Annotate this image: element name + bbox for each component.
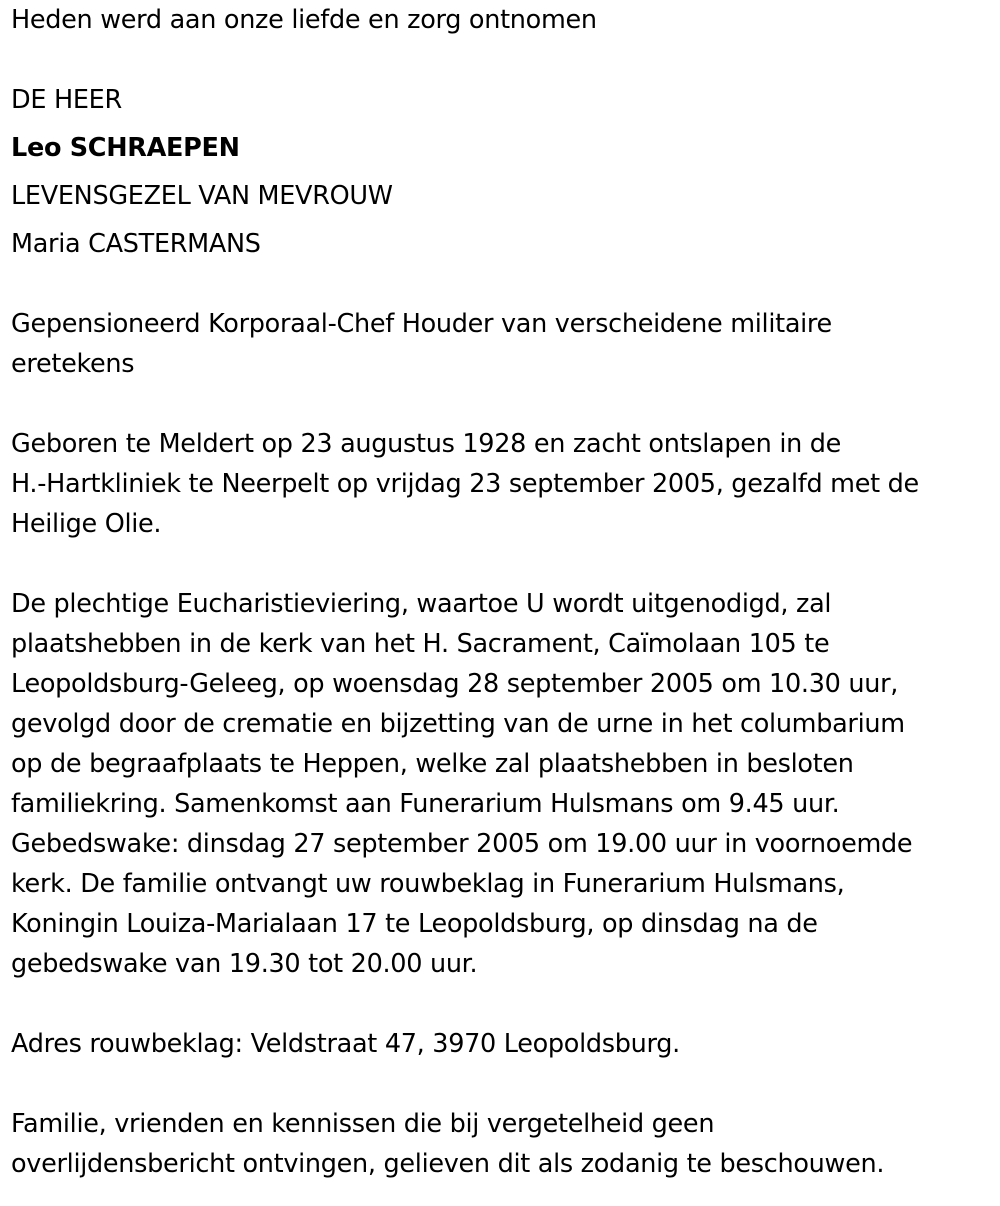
spacer <box>11 984 986 1024</box>
ceremony-line: Koningin Louiza-Marialaan 17 te Leopoldsburg, op dinsdag na de <box>11 909 818 939</box>
honorific-title: DE HEER <box>11 85 122 115</box>
ceremony-paragraph <box>11 584 986 984</box>
ceremony-line: Gebedswake: dinsdag 27 september 2005 om 19.00 uur in voornoemde <box>11 829 913 859</box>
deceased-name: Leo SCHRAEPEN <box>11 133 240 163</box>
condolence-address: Adres rouwbeklag: Veldstraat 47, 3970 Leopoldsburg. <box>11 1029 680 1059</box>
ceremony-line: De plechtige Eucharistieviering, waartoe U wordt uitgenodigd, zal <box>11 589 832 619</box>
ceremony-line: kerk. De familie ontvangt uw rouwbeklag in Funerarium Hulsmans, <box>11 869 845 899</box>
closing-paragraph <box>11 1104 986 1184</box>
ceremony-line: Leopoldsburg-Geleeg, op woensdag 28 september 2005 om 10.30 uur, <box>11 669 899 699</box>
deceased-block <box>11 80 986 264</box>
birth-paragraph <box>11 424 986 544</box>
ceremony-line: gevolgd door de crematie en bijzetting van de urne in het columbarium <box>11 709 905 739</box>
closing-line: overlijdensbericht ontvingen, gelieven dit als zodanig te beschouwen. <box>11 1149 885 1179</box>
closing-line: Familie, vrienden en kennissen die bij vergetelheid geen <box>11 1109 715 1139</box>
birth-line: Geboren te Meldert op 23 augustus 1928 en zacht ontslapen in de <box>11 429 842 459</box>
spacer <box>11 544 986 584</box>
ceremony-line: plaatshebben in de kerk van het H. Sacrament, Caïmolaan 105 te <box>11 629 830 659</box>
ceremony-line: gebedswake van 19.30 tot 20.00 uur. <box>11 949 478 979</box>
ceremony-line: op de begraafplaats te Heppen, welke zal plaatshebben in besloten <box>11 749 854 779</box>
rank-line: Gepensioneerd Korporaal-Chef Houder van verscheidene militaire <box>11 309 832 339</box>
spacer <box>11 264 986 304</box>
relation-text: LEVENSGEZEL VAN MEVROUW <box>11 181 393 211</box>
rank-line: eretekens <box>11 349 135 379</box>
partner-name: Maria CASTERMANS <box>11 229 261 259</box>
spacer <box>11 384 986 424</box>
ceremony-line: familiekring. Samenkomst aan Funerarium Hulsmans om 9.45 uur. <box>11 789 840 819</box>
birth-line: H.-Hartkliniek te Neerpelt op vrijdag 23 september 2005, gezalfd met de <box>11 469 919 499</box>
obituary-document <box>11 0 986 1184</box>
spacer <box>11 1064 986 1104</box>
rank-paragraph <box>11 304 986 384</box>
birth-line: Heilige Olie. <box>11 509 162 539</box>
intro-text: Heden werd aan onze liefde en zorg ontnomen <box>11 5 597 35</box>
spacer <box>11 40 986 80</box>
